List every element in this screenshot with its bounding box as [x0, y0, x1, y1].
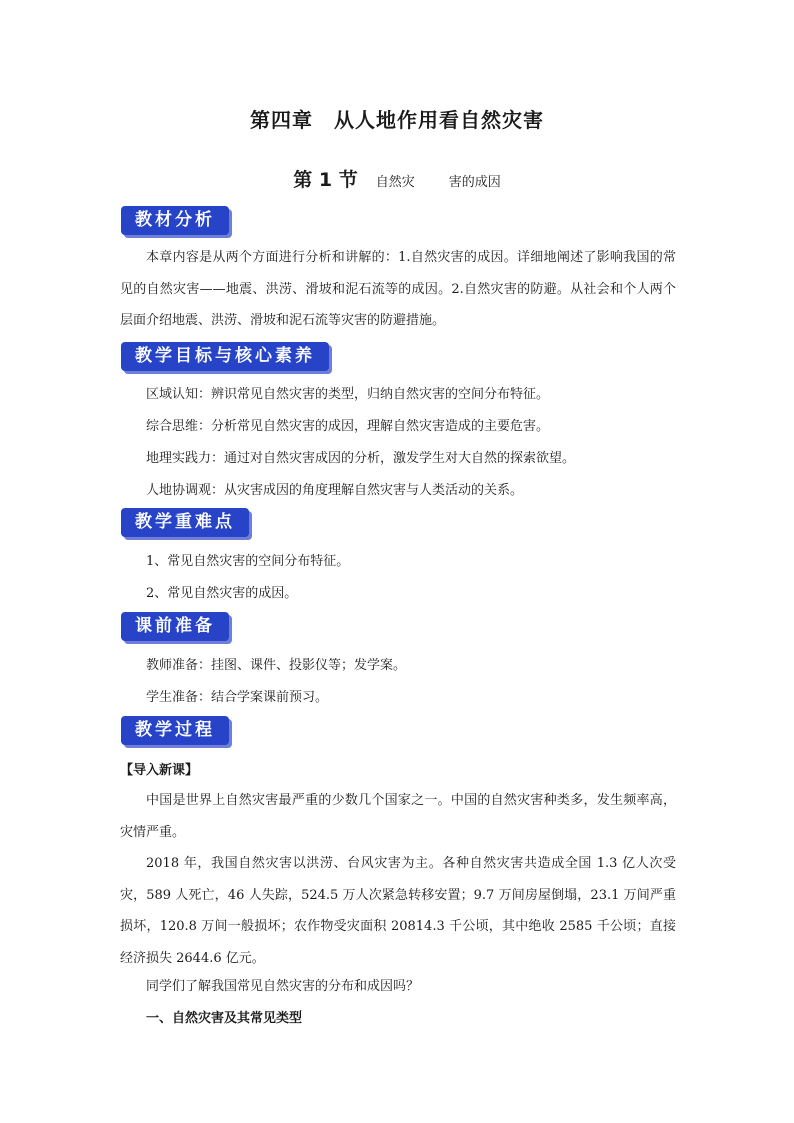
key-point-1: 1、常见自然灾害的空间分布特征。 [146, 554, 350, 569]
intro-paragraph-2: 2018 年，我国自然灾害以洪涝、台风灾害为主。各种自然灾害共造成全国 1.3 亿人次受灾，589 人死亡，46 人失踪，524.5 万人次紧急转移安置；9.7 万间房屋倒塌，23.1 万间严重损坏，120.8 万间一般损坏；农作物受灾面积 20814.3 千公顷，其中绝收 2585 千公顷；直接经济损失 2644.6 亿元。 [120, 856, 676, 966]
badge-teaching-analysis: 教材分析 [121, 206, 229, 235]
goal-comprehensive-thinking: 综合思维：分析常见自然灾害的成因，理解自然灾害造成的主要危害。 [146, 419, 550, 434]
prep-teacher: 教师准备：挂图、课件、投影仪等；发学案。 [146, 658, 407, 673]
badge-goals-literacy: 教学目标与核心素养 [121, 342, 329, 371]
intro-label: 【导入新课】 [120, 763, 199, 778]
analysis-paragraph: 本章内容是从两个方面进行分析和讲解的：1.自然灾害的成因。详细地阐述了影响我国的常见的自然灾害——地震、洪涝、滑坡和泥石流等的成因。2.自然灾害的防避。从社会和个人两个层面介绍地震、洪涝、滑坡和泥石流等灾害的防避措施。 [120, 250, 676, 328]
subheading-disaster-types: 一、自然灾害及其常见类型 [146, 1011, 303, 1026]
badge-teaching-process: 教学过程 [121, 716, 229, 745]
section-number: 第 1 节 [293, 169, 358, 191]
intro-paragraph-1: 中国是世界上自然灾害最严重的少数几个国家之一。中国的自然灾害种类多，发生频率高，灾情严重。 [120, 793, 676, 840]
badge-key-difficult-points: 教学重难点 [121, 508, 249, 537]
chapter-title: 第四章 从人地作用看自然灾害 [250, 108, 544, 132]
section-title-part1: 自然灾 [375, 175, 415, 190]
goal-regional-cognition: 区域认知：辨识常见自然灾害的类型，归纳自然灾害的空间分布特征。 [146, 387, 550, 402]
goal-human-earth-harmony: 人地协调观：从灾害成因的角度理解自然灾害与人类活动的关系。 [146, 483, 524, 498]
intro-question: 同学们了解我国常见自然灾害的分布和成因吗？ [146, 979, 420, 994]
section-title-part2: 害的成因 [448, 175, 501, 190]
key-point-2: 2、常见自然灾害的成因。 [146, 586, 298, 601]
section-title [0, 165, 794, 192]
badge-pre-class-prep: 课前准备 [121, 612, 229, 641]
goal-geographic-practice: 地理实践力：通过对自然灾害成因的分析，激发学生对大自然的探索欲望。 [146, 451, 576, 466]
prep-student: 学生准备：结合学案课前预习。 [146, 690, 329, 705]
